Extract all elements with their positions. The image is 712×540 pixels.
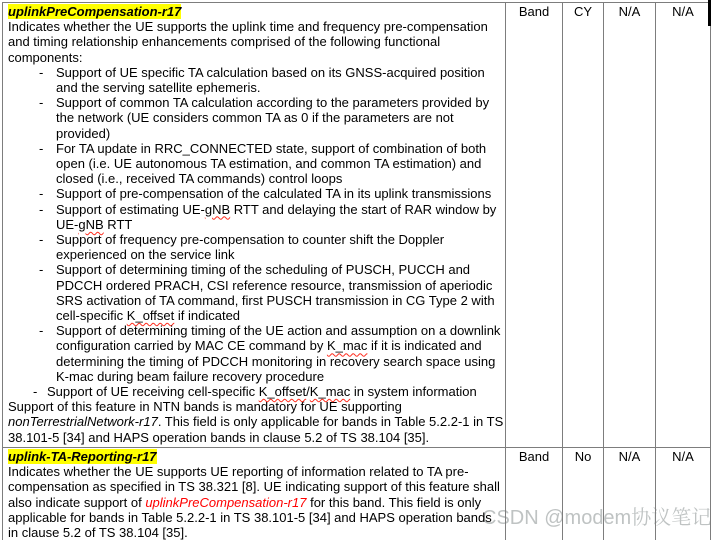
fr1-fr2-diff-value-cell: N/A [656,448,711,540]
bullet-marker: - [39,232,44,248]
feature-title-row [8,449,505,464]
bullet-text: Support of estimating UE-gNB RTT and delaying the start of RAR window by UE-gNB RTT [56,201,497,232]
bullet-marker: - [39,201,44,217]
feature-intro-paragraph: Indicates whether the UE supports the uplink time and frequency pre-compensation and timing relationship enhancements comprised of the following functional components: [8,19,488,65]
feature-bullet-list [8,65,505,399]
mandatory-value-cell: No [563,448,604,540]
text-cursor-bar [708,0,711,26]
bullet-text: Support of UE receiving cell-specific K_offset/K_mac in system information [47,384,477,400]
mandatory-value-cell: CY [563,3,604,448]
bullet-text: Support of frequency pre-compensation to counter shift the Doppler experienced on the service link [56,232,445,263]
bullet-text: For TA update in RRC_CONNECTED state, support of combination of both open (i.e. UE autonomous TA estimation, and common TA estimation) and closed (i.e., received TA commands) control loops [56,140,487,187]
feature-closing-paragraph: Support of this feature in NTN bands is mandatory for UE supporting nonTerrestrialNetwork-r17. This field is only applicable for bands in Table 5.2.2-1 in TS 38.101-5 [34] and HAPS operation bands in clause 5.2 of TS 38.104 [35]. [8,399,504,445]
feature-title-row [8,4,505,19]
bullet-text: Support of determining timing of the scheduling of PUSCH, PUCCH and PDCCH ordered PRACH, CSI reference resource, transmission of aperiodic SRS activation of TA command, first PUSCH transmission in CG Type 2 with cell-specific K_offset if indicated [56,262,495,324]
definition-cell [3,3,506,448]
csdn-watermark: CSDN @modem协议笔记 [482,507,712,529]
feature-body-paragraph: Indicates whether the UE supports UE reporting of information related to TA pre-compensation as specified in TS 38.321 [8]. UE indicating support of this feature shall also indicate support of uplinkPreCompensation-r17 for this band. This field is only applicable for bands in Table 5.2.2-1 in TS 38.101-5 [34] and HAPS operation bands in clause 5.2 of TS 38.104 [35]. [8,464,500,540]
bullet-item [8,262,505,323]
bullet-marker: - [39,186,44,202]
bullet-item [8,186,505,201]
feature-name-highlighted: uplinkPreCompensation-r17 [8,4,182,19]
bullet-text: Support of pre-compensation of the calculated TA in its uplink transmissions [56,186,492,202]
bullet-marker: - [39,140,44,156]
bullet-text: Support of UE specific TA calculation based on its GNSS-acquired position and the serving satellite ephemeris. [56,64,485,96]
definition-cell [3,448,506,540]
bullet-marker: - [39,323,44,339]
bullet-item [8,202,505,232]
bullet-marker: - [39,95,44,111]
per-value-cell: Band [506,448,563,540]
bullet-marker: - [39,64,44,80]
fdd-tdd-diff-value-cell: N/A [604,3,656,448]
bullet-item [8,95,505,141]
bullet-marker: - [33,384,38,400]
bullet-item [8,323,505,384]
per-value-cell: Band [506,3,563,448]
bullet-text: Support of determining timing of the UE action and assumption on a downlink configuration carried by MAC CE command by K_mac if it is indicated and determining the timing of PDCCH monitoring in recovery search space using K-mac during beam failure recovery procedure [56,323,501,384]
bullet-item [8,384,505,399]
table-row-uplinkPreCompensation [3,3,711,448]
bullet-item [8,141,505,187]
feature-name-highlighted: uplink-TA-Reporting-r17 [8,449,157,464]
table-row-uplink-TA-Reporting [3,448,711,540]
fdd-tdd-diff-value-cell: N/A [604,448,656,540]
bullet-item [8,232,505,262]
feature-definitions-table [2,2,711,540]
fr1-fr2-diff-value-cell: N/A [656,3,711,448]
bullet-marker: - [39,262,44,278]
bullet-text: Support of common TA calculation according to the parameters provided by the network (UE considers common TA as 0 if the parameters are not provided) [56,95,490,141]
bullet-item [8,65,505,95]
